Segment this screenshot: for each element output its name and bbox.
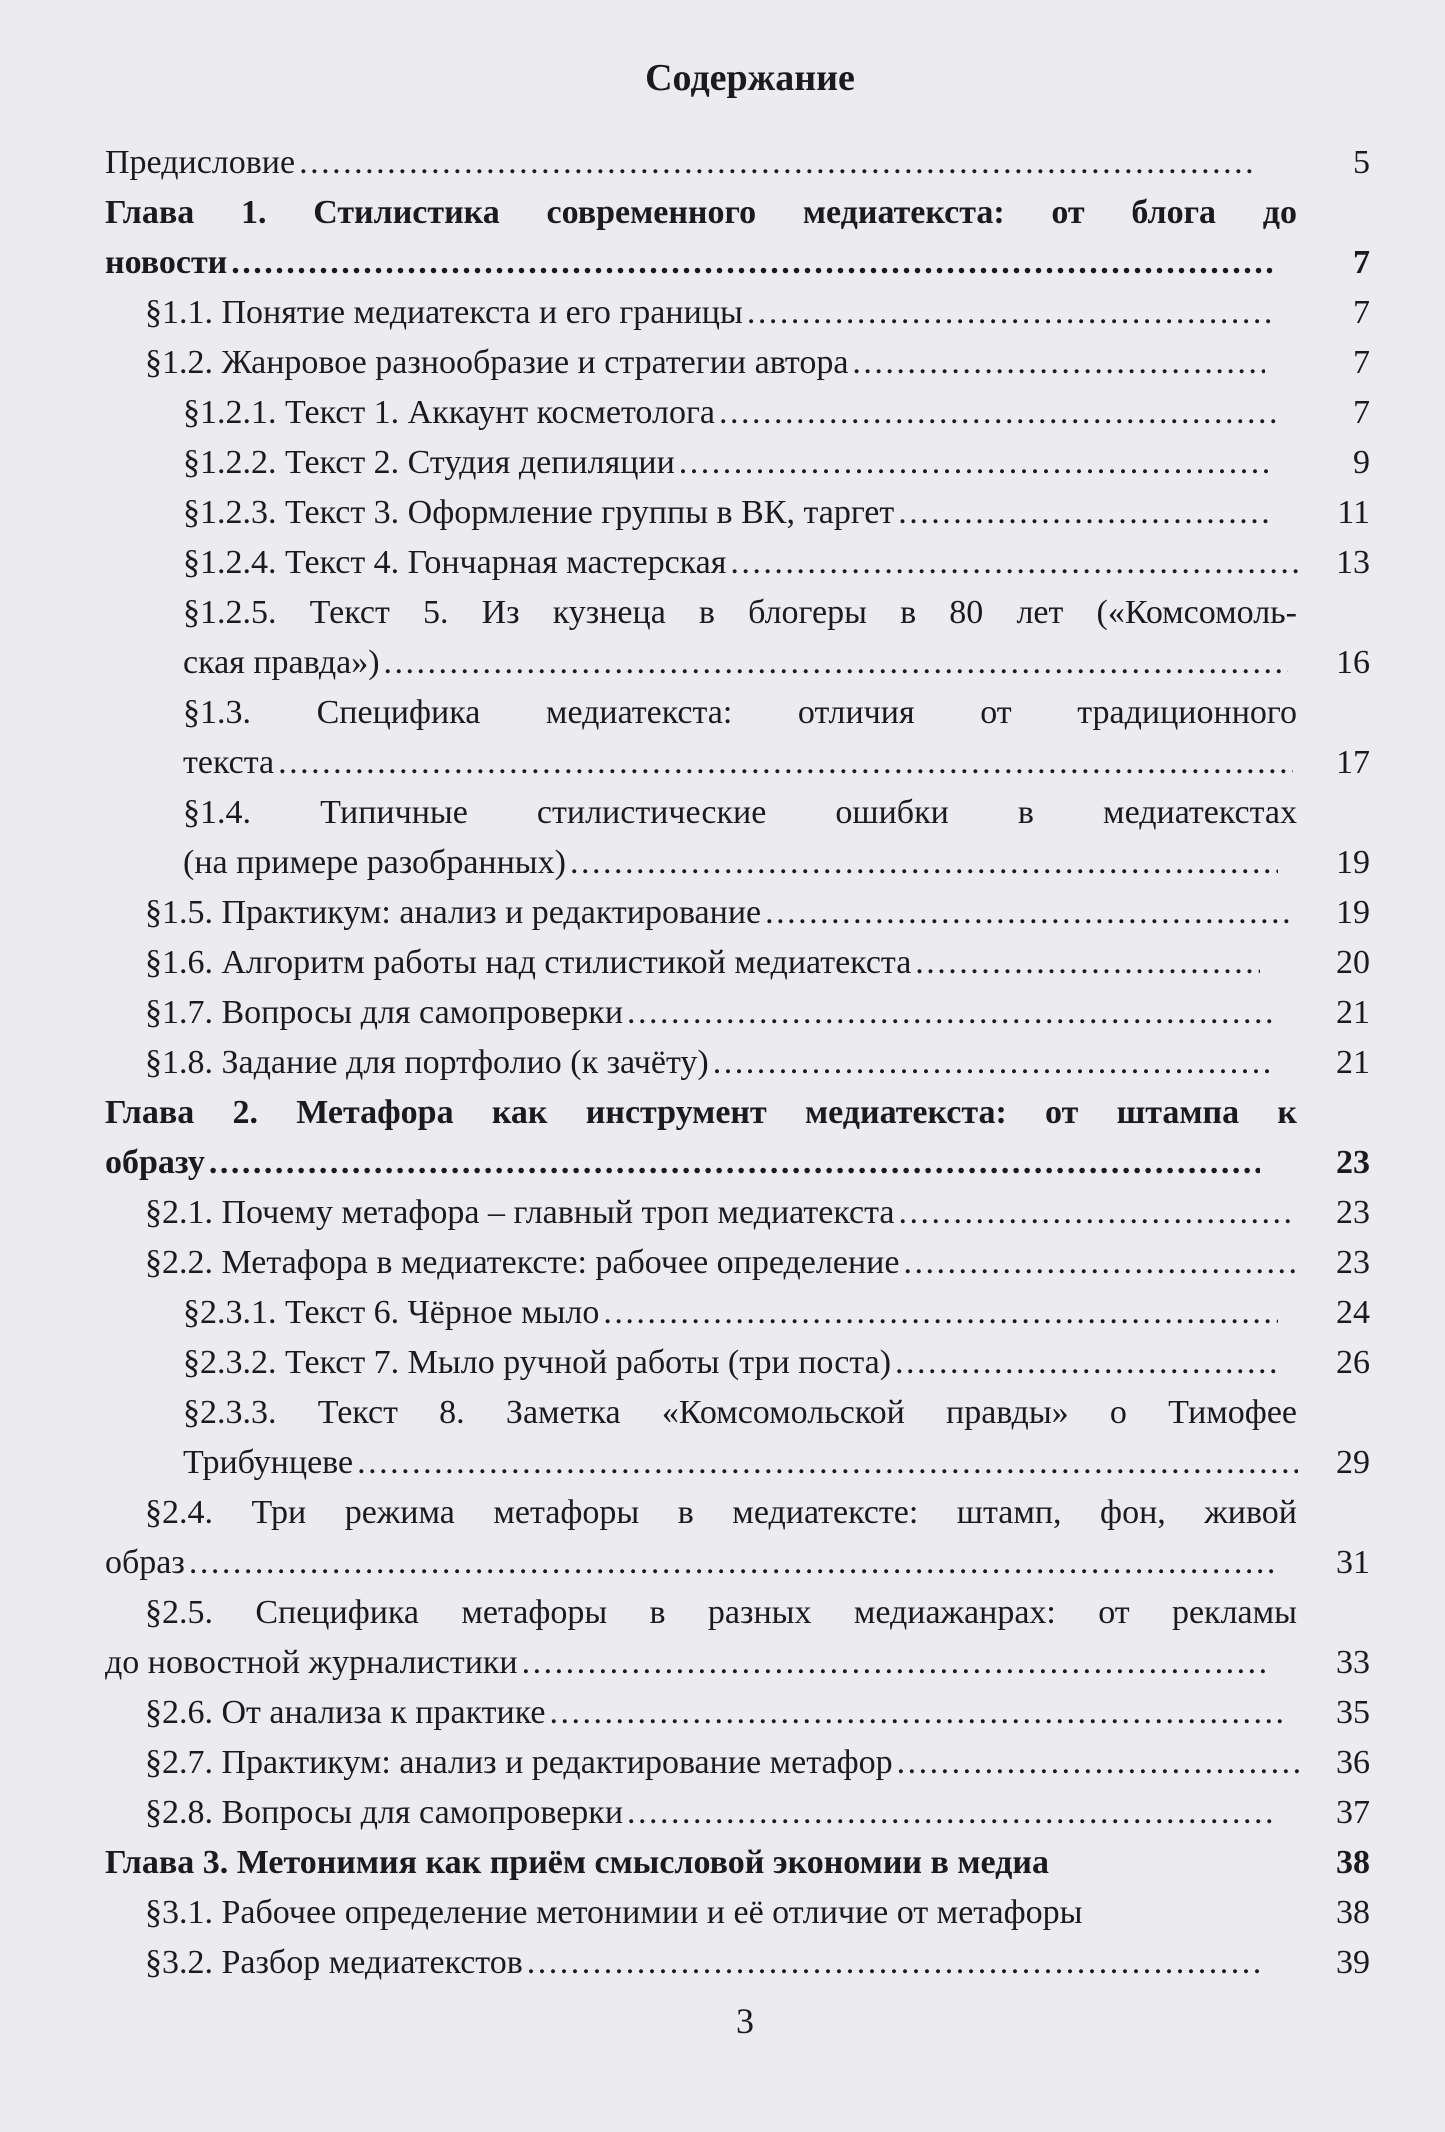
leader-dots [627,1788,1275,1837]
toc-entry-text: §1.2.3. Текст 3. Оформление группы в ВК, таргет [183,494,895,531]
leader-dots [895,1338,1278,1387]
toc-entry-text: §1.6. Алгоритм работы над стилистикой медиатекста [145,944,912,981]
toc-page-number: 17 [1336,744,1370,781]
toc-entry-text: §2.5. Специфика метафоры в разных медиажанрах: от рекламы [145,1594,1297,1631]
toc-entry-text: §2.3.3. Текст 8. Заметка «Комсомольской правды» о Тимофее [183,1394,1297,1431]
toc-entry-text: §2.2. Метафора в медиатексте: рабочее определение [145,1244,900,1281]
page-title: Содержание [645,57,855,99]
toc-page-number: 29 [1336,1444,1370,1481]
toc-page-number: 38 [1336,1894,1370,1931]
toc-page-number: 39 [1336,1944,1370,1981]
toc-entry-text: §2.1. Почему метафора – главный троп медиатекста [145,1194,895,1231]
leader-dots [898,1188,1295,1237]
toc-entry-text: §1.7. Вопросы для самопроверки [145,994,624,1031]
leader-dots [719,388,1278,437]
leader-dots [522,1638,1265,1687]
leader-dots [852,338,1265,387]
leader-dots [570,838,1278,887]
toc-page-number: 9 [1353,444,1370,481]
toc-page-number: 31 [1336,1544,1370,1581]
toc-page-number: 16 [1336,644,1370,681]
toc-page-number: 7 [1353,394,1370,431]
toc-page-number: 20 [1336,944,1370,981]
toc-page-number: 13 [1336,544,1370,581]
toc-entry-text: §1.3. Специфика медиатекста: отличия от традиционного [183,694,1297,731]
leader-dots [231,238,1275,287]
toc-entry-text: §3.1. Рабочее определение метонимии и её отличие от метафоры [145,1894,1083,1931]
leader-dots [903,1238,1295,1287]
toc-entry-text-cont: Трибунцеве [183,1444,354,1481]
toc-page-number: 21 [1336,994,1370,1031]
toc-page-number: 36 [1336,1744,1370,1781]
leader-dots [527,1938,1260,1987]
toc-entry-text-cont: новости [105,244,228,281]
leader-dots [189,1538,1275,1587]
toc-page-number: 33 [1336,1644,1370,1681]
toc-page-number: 7 [1353,244,1370,281]
leader-dots [915,938,1260,987]
toc-page-number: 11 [1337,494,1370,531]
leader-dots [384,638,1288,687]
toc-entry-text: §3.2. Разбор медиатекстов [145,1944,523,1981]
leader-dots [747,288,1275,337]
toc-entry-text: Глава 2. Метафора как инструмент медиатекста: от штампа к [105,1094,1297,1131]
toc-entry-text: Предисловие [105,144,296,181]
toc-page-number: 38 [1336,1844,1370,1881]
toc-entry-text: Глава 1. Стилистика современного медиатекста: от блога до [105,194,1297,231]
toc-page-number: 26 [1336,1344,1370,1381]
leader-dots [713,1038,1275,1087]
toc-page-number: 5 [1353,144,1370,181]
leader-dots [603,1288,1278,1337]
toc-page-number: 21 [1336,1044,1370,1081]
toc-entry-text: §1.2. Жанровое разнообразие и стратегии автора [145,344,849,381]
toc-entry-text: §1.1. Понятие медиатекста и его границы [145,294,743,331]
toc-entry-text: §1.2.4. Текст 4. Гончарная мастерская [183,544,727,581]
toc-page-number: 23 [1336,1194,1370,1231]
toc-entry-text-cont: образ [105,1544,185,1581]
toc-entry-text-cont: текста [183,744,275,781]
toc-page-number: 23 [1336,1144,1370,1181]
toc-entry-text: §2.7. Практикум: анализ и редактирование метафор [145,1744,893,1781]
toc-entry-text: §2.8. Вопросы для самопроверки [145,1794,624,1831]
leader-dots [730,538,1298,587]
toc-entry-text: §1.4. Типичные стилистические ошибки в медиатекстах [183,794,1297,831]
toc-page-number: 7 [1353,294,1370,331]
leader-dots [209,1138,1260,1187]
toc-entry-text: Глава 3. Метонимия как приём смысловой экономии в медиа [105,1844,1049,1881]
toc-entry-text: §1.2.5. Текст 5. Из кузнеца в блогеры в 80 лет («Комсомоль- [183,594,1297,631]
toc-entry-text-cont: ская правда») [183,644,380,681]
toc-entry-text: §2.4. Три режима метафоры в медиатексте: штамп, фон, живой [145,1494,1297,1531]
leader-dots [299,138,1255,187]
toc-entry-text: §1.2.2. Текст 2. Студия депиляции [183,444,675,481]
leader-dots [898,488,1273,537]
toc-entry-text-cont: (на примере разобранных) [183,844,566,881]
toc-page-number: 19 [1336,894,1370,931]
toc-entry-text: §1.5. Практикум: анализ и редактирование [145,894,762,931]
toc-page-number: 35 [1336,1694,1370,1731]
toc-page-number: 24 [1336,1294,1370,1331]
leader-dots [627,988,1275,1037]
leader-dots [897,1738,1300,1787]
leader-dots [549,1688,1285,1737]
toc-page-number: 7 [1353,344,1370,381]
leader-dots [357,1438,1298,1487]
toc-page-number: 37 [1336,1794,1370,1831]
toc-entry-text: §2.3.2. Текст 7. Мыло ручной работы (три поста) [183,1344,892,1381]
leader-dots [278,738,1293,787]
toc-entry-text-cont: образу [105,1144,205,1181]
toc-entry-text: §2.3.1. Текст 6. Чёрное мыло [183,1294,600,1331]
toc-page-number: 19 [1336,844,1370,881]
toc-entry-text-cont: до новостной журналистики [105,1644,518,1681]
toc-entry-text: §1.2.1. Текст 1. Аккаунт косметолога [183,394,715,431]
page-number: 3 [736,2001,754,2041]
toc-entry-text: §2.6. От анализа к практике [145,1694,546,1731]
toc-page-number: 23 [1336,1244,1370,1281]
leader-dots [765,888,1295,937]
leader-dots [679,438,1273,487]
toc-entry-text: §1.8. Задание для портфолио (к зачёту) [145,1044,709,1081]
